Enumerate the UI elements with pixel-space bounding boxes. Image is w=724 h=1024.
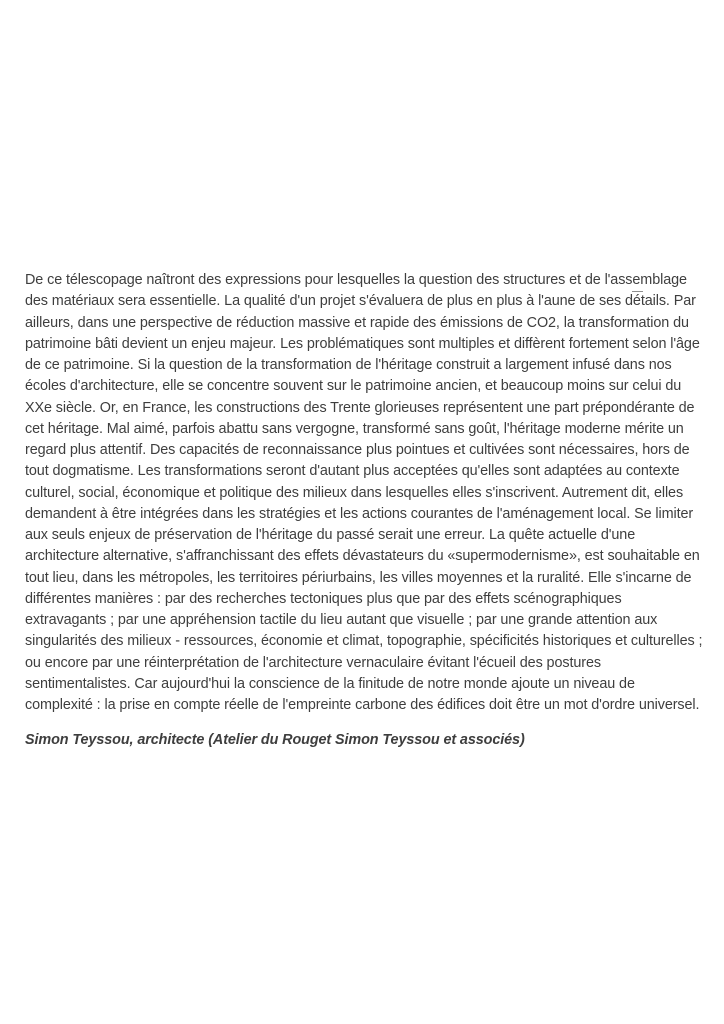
paragraph-line: ailleurs, dans une perspective de réduction massive et rapide des émissions de CO2, la transformation du xyxy=(25,314,689,331)
paragraph-line: architecture alternative, s'affranchissant des effets dévastateurs du «supermodernisme», est souhaitable en xyxy=(25,548,700,565)
paragraph-line: patrimoine bâti devient un enjeu majeur. Les problématiques sont multiples et diffèrent fortement selon l'âge xyxy=(25,335,700,352)
paragraph-line: XXe siècle. Or, en France, les constructions des Trente glorieuses représentent une part prépondérante de xyxy=(25,399,695,416)
paragraph-line: demandent à être intégrées dans les stratégies et les actions courantes de l'aménagement local. Se limiter xyxy=(25,505,694,522)
paragraph-line: De ce télescopage naîtront des expressions pour lesquelles la question des structures et de l'assemblage xyxy=(25,272,687,288)
paragraph-line: extravagants ; par une appréhension tactile du lieu autant que visuelle ; par une grande attention aux xyxy=(25,612,658,628)
paragraph-line: tout lieu, dans les métropoles, les territoires périurbains, les villes moyennes et la ruralité. Elle s'incarne de xyxy=(25,569,692,586)
paragraph-line: des matériaux sera essentielle. La qualité d'un projet s'évaluera de plus en plus à l'aune de ses détails. Par xyxy=(25,293,696,310)
paragraph-line: tout dogmatisme. Les transformations seront d'autant plus acceptées qu'elles sont adaptées au contexte xyxy=(25,463,680,480)
paragraph-line: sentimentalistes. Car aujourd'hui la conscience de la finitude de notre monde ajoute un niveau de xyxy=(25,675,635,692)
spellcheck-underline-mark xyxy=(632,291,643,292)
paragraph-line: de ce patrimoine. Si la question de la transformation de l'héritage construit a largement infusé dans nos xyxy=(25,357,672,373)
article-paragraph xyxy=(25,270,722,716)
paragraph-line: différentes manières : par des recherches tectoniques plus que par des effets scénographiques xyxy=(25,590,622,607)
author-byline: Simon Teyssou, architecte (Atelier du Rouget Simon Teyssou et associés) xyxy=(25,732,525,748)
paragraph-line: regard plus attentif. Des capacités de reconnaissance plus pointues et cultivées sont nécessaires, hors de xyxy=(25,442,690,458)
paragraph-line: culturel, social, économique et politique des milieux dans lesquelles elles s'inscrivent. Autrement dit, elles xyxy=(25,484,684,501)
paragraph-line: cet héritage. Mal aimé, parfois abattu sans vergogne, transformé sans goût, l'héritage moderne mérite un xyxy=(25,420,684,437)
paragraph-line: aux seuls enjeux de préservation de l'héritage du passé serait une erreur. La quête actuelle d'une xyxy=(25,527,636,543)
paragraph-line: complexité : la prise en compte réelle de l'empreinte carbone des édifices doit être un mot d'ordre universel. xyxy=(25,697,700,713)
paragraph-line: singularités des milieux - ressources, économie et climat, topographie, spécificités historiques et culturelles ; xyxy=(25,633,703,650)
paragraph-line: ou encore par une réinterprétation de l'architecture vernaculaire évitant l'écueil des postures xyxy=(25,654,601,671)
paragraph-line: écoles d'architecture, elle se concentre souvent sur le patrimoine ancien, et beaucoup moins sur celui du xyxy=(25,378,682,395)
